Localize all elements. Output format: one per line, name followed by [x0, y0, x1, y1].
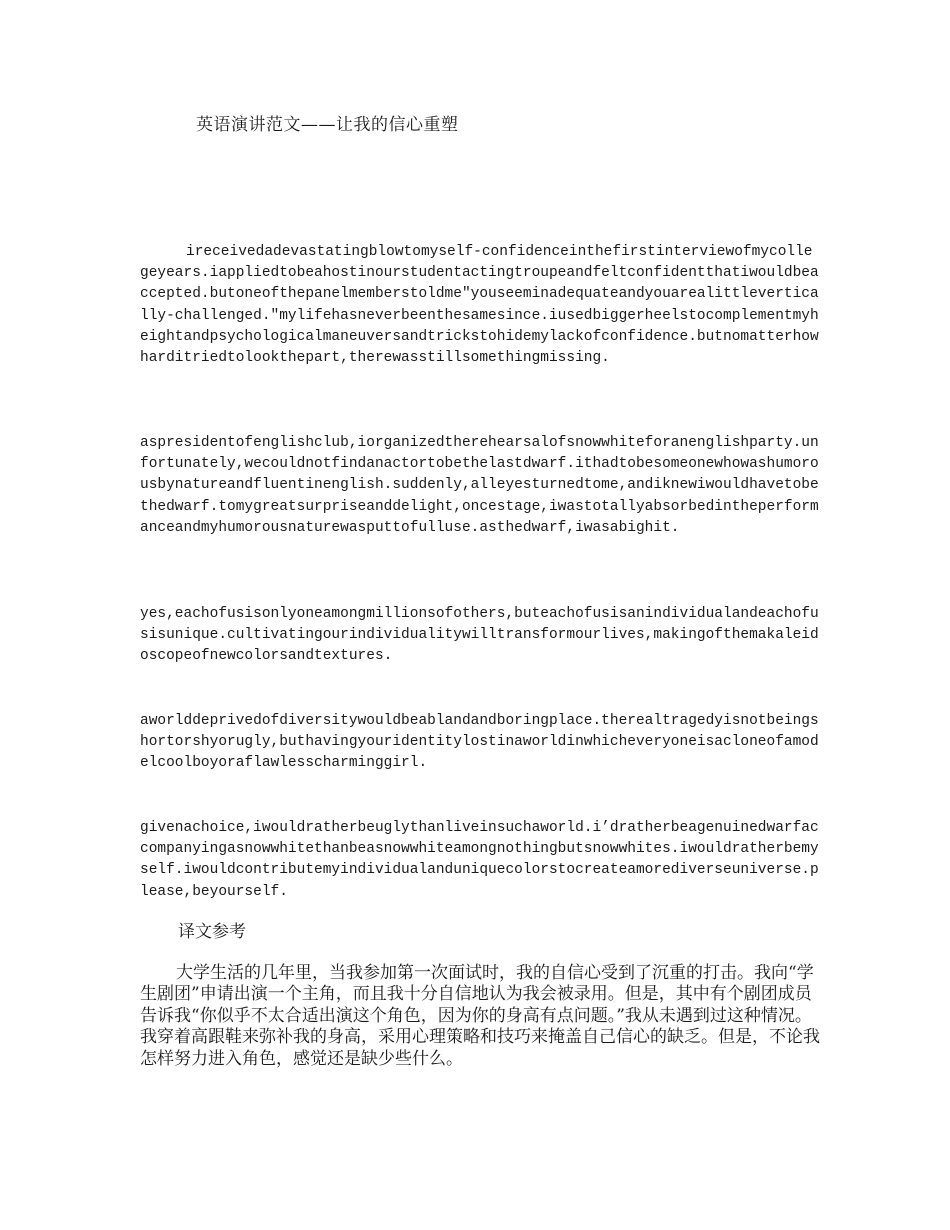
translation-paragraph: 大学生活的几年里，当我参加第一次面试时，我的自信心受到了沉重的打击。我向“学生剧团”申请出演一个主角，而且我十分自信地认为我会被录用。但是，其中有个剧团成员告诉我“你似乎不太合适出演这个角色，因为你的身高有点问题。”我从未遇到过这种情况。我穿着高跟鞋来弥补我的身高，采用心理策略和技巧来掩盖自己信心的缺乏。但是，不论我怎样努力进入角色，感觉还是缺少些什么。	[140, 963, 820, 1069]
paragraph-4: aworlddeprivedofdiversitywouldbeablandandboringplace.therealtragedyisnotbeingshortorshyorugly,buthavingyouridentitylostinaworldinwhicheveryoneisacloneofamodelcoolboyoraflawlesscharminggirl.	[140, 713, 819, 772]
paragraph-1: ireceivedadevastatingblowtomyself-confidenceinthefirstinterviewofmycollegeyears.iappliedtobeahostinourstudentactingtroupeandfeltconfidentthatiwouldbeaccepted.butoneofthepanelmemberstoldme"youseeminadequateandyouarealittlevertically-challenged."mylifehasneverbeenthesamesince.iusedbiggerheelstocomplementmyheightandpsychologicalmaneuversandtrickstohidemylackofconfidence.butnomatterhowharditriedtolookthepart,therewasstillsomethingmissing.	[140, 244, 819, 367]
document-title: 英语演讲范文——让我的信心重塑	[196, 115, 459, 135]
paragraph-2: aspresidentofenglishclub,iorganizedtherehearsalofsnowwhiteforanenglishparty.unfortunately,wecouldnotfindanactortobethelastdwarf.ithadtobesomeonewhowashumorousbynatureandfluentinenglish.suddenly,alleyesturnedtome,andiknewiwouldhavetobethedwarf.tomygreatsurpriseanddelight,oncestage,iwastotallyabsorbedintheperformanceandmyhumorousnaturewasputtofulluse.asthedwarf,iwasabighit.	[140, 435, 819, 536]
translation-heading: 译文参考	[178, 922, 246, 942]
paragraph-3: yes,eachofusisonlyoneamongmillionsofothers,buteachofusisanindividualandeachofusisunique.cultivatingourindividualitywilltransformourlives,makingofthemakaleidoscopeofnewcolorsandtextures.	[140, 606, 819, 665]
paragraph-5: givenachoice,iwouldratherbeuglythanliveinsuchaworld.i’dratherbeagenuinedwarfaccompanyingasnowwhitethanbeasnowwhiteamongnothingbutsnowwhites.iwouldratherbemyself.iwouldcontributemyindividualanduniquecolorstocreateamorediverseuniverse.please,beyourself.	[140, 820, 819, 900]
